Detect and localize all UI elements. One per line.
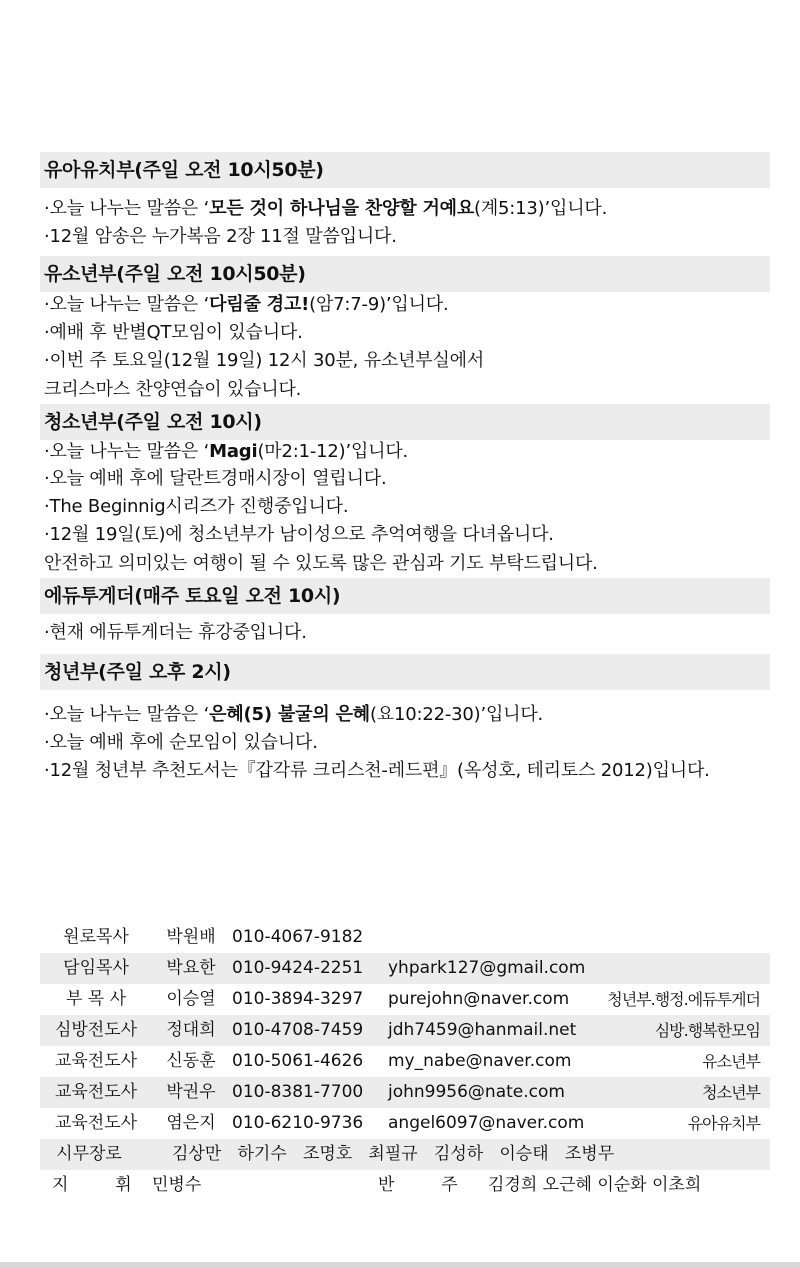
staff-email[interactable]: jdh7459@hanmail.net (388, 1020, 577, 1040)
conductor-name: 민병수 (152, 1175, 202, 1195)
staff-row (40, 1015, 770, 1046)
staff-name: 박요한 (166, 958, 216, 978)
section-title-children: 유소년부(주일 오전 10시50분) (40, 256, 770, 292)
accompanist-label: 반 주 (378, 1175, 458, 1195)
notice-line: ·12월 19일(토)에 청소년부가 남이성으로 추억여행을 다녀옵니다. (44, 524, 554, 545)
music-row (40, 1170, 770, 1201)
staff-email[interactable]: yhpark127@gmail.com (388, 958, 586, 978)
notice-line: ·오늘 나누는 말씀은 ‘다림줄 경고!(암7:7-9)’입니다. (44, 294, 449, 315)
staff-phone: 010-6210-9736 (232, 1113, 364, 1133)
staff-name: 박권우 (166, 1082, 216, 1102)
staff-phone: 010-9424-2251 (232, 958, 364, 978)
notice-line: ·오늘 나누는 말씀은 ‘은혜(5) 불굴의 은혜(요10:22-30)’입니다. (44, 704, 544, 725)
staff-phone: 010-4067-9182 (232, 927, 364, 947)
staff-phone: 010-5061-4626 (232, 1051, 364, 1071)
staff-dept: 유아유치부 (687, 1114, 760, 1133)
elders-row (40, 1139, 770, 1170)
notice-line: ·오늘 나누는 말씀은 ‘Magi(마2:1-12)’입니다. (44, 441, 409, 462)
section-title-youth: 청소년부(주일 오전 10시) (40, 404, 770, 440)
section-title-edutogether: 에듀투게더(매주 토요일 오전 10시) (40, 578, 770, 614)
staff-row (40, 922, 770, 953)
staff-name: 박원배 (166, 927, 216, 947)
elders-label: 시무장로 (56, 1144, 122, 1164)
staff-role: 원로목사 (63, 927, 129, 947)
bottom-divider (0, 1262, 800, 1268)
notice-line: ·오늘 예배 후에 순모임이 있습니다. (44, 732, 318, 753)
staff-name: 정대희 (166, 1020, 216, 1040)
notice-line: ·이번 주 토요일(12월 19일) 12시 30분, 유소년부실에서 (44, 350, 485, 371)
staff-row (40, 1046, 770, 1077)
staff-email[interactable]: purejohn@naver.com (388, 989, 570, 1009)
notice-line: ·12월 암송은 누가복음 2장 11절 말씀입니다. (44, 226, 397, 247)
notice-line: ·현재 에듀투게더는 휴강중입니다. (44, 622, 307, 643)
staff-row (40, 1077, 770, 1108)
staff-email[interactable]: my_nabe@naver.com (388, 1051, 572, 1071)
staff-name: 염은지 (166, 1113, 216, 1133)
staff-row (40, 984, 770, 1015)
staff-dept: 청소년부 (702, 1083, 760, 1102)
notice-line: ·오늘 나누는 말씀은 ‘모든 것이 하나님을 찬양할 거예요(계5:13)’입니다. (44, 198, 608, 219)
staff-role: 부 목 사 (65, 989, 127, 1009)
staff-name: 이승열 (166, 989, 216, 1009)
staff-role: 심방전도사 (54, 1020, 138, 1040)
staff-email[interactable]: john9956@nate.com (388, 1082, 565, 1102)
notice-line: 안전하고 의미있는 여행이 될 수 있도록 많은 관심과 기도 부탁드립니다. (44, 553, 598, 574)
staff-row (40, 953, 770, 984)
staff-role: 교육전도사 (54, 1082, 138, 1102)
elders-names: 김상만 하기수 조명호 최필규 김성하 이승태 조병무 (172, 1144, 615, 1164)
notice-line: ·오늘 예배 후에 달란트경매시장이 열립니다. (44, 468, 387, 489)
accompanist-names: 김경희 오근혜 이순화 이초희 (488, 1175, 702, 1195)
staff-phone: 010-8381-7700 (232, 1082, 364, 1102)
section-title-young-adults: 청년부(주일 오후 2시) (40, 654, 770, 690)
staff-phone: 010-4708-7459 (232, 1020, 364, 1040)
staff-role: 교육전도사 (54, 1113, 138, 1133)
staff-dept: 심방.행복한모임 (654, 1021, 760, 1040)
staff-email[interactable]: angel6097@naver.com (388, 1113, 585, 1133)
staff-name: 신동훈 (166, 1051, 216, 1071)
staff-role: 담임목사 (63, 958, 129, 978)
notice-line: ·12월 청년부 추천도서는『갑각류 크리스천-레드편』(옥성호, 테리토스 2012)입니다. (44, 760, 710, 781)
staff-role: 교육전도사 (54, 1051, 138, 1071)
notice-line: ·예배 후 반별QT모임이 있습니다. (44, 322, 303, 343)
notice-line: ·The Beginnig시리즈가 진행중입니다. (44, 496, 349, 517)
staff-phone: 010-3894-3297 (232, 989, 364, 1009)
conductor-label: 지 휘 (52, 1175, 132, 1195)
staff-row (40, 1108, 770, 1139)
staff-directory (40, 922, 770, 1201)
notice-line: 크리스마스 찬양연습이 있습니다. (44, 379, 302, 400)
staff-dept: 청년부.행정.에듀투게더 (607, 990, 760, 1009)
section-title-kindergarten: 유아유치부(주일 오전 10시50분) (40, 152, 770, 188)
staff-dept: 유소년부 (702, 1052, 760, 1071)
